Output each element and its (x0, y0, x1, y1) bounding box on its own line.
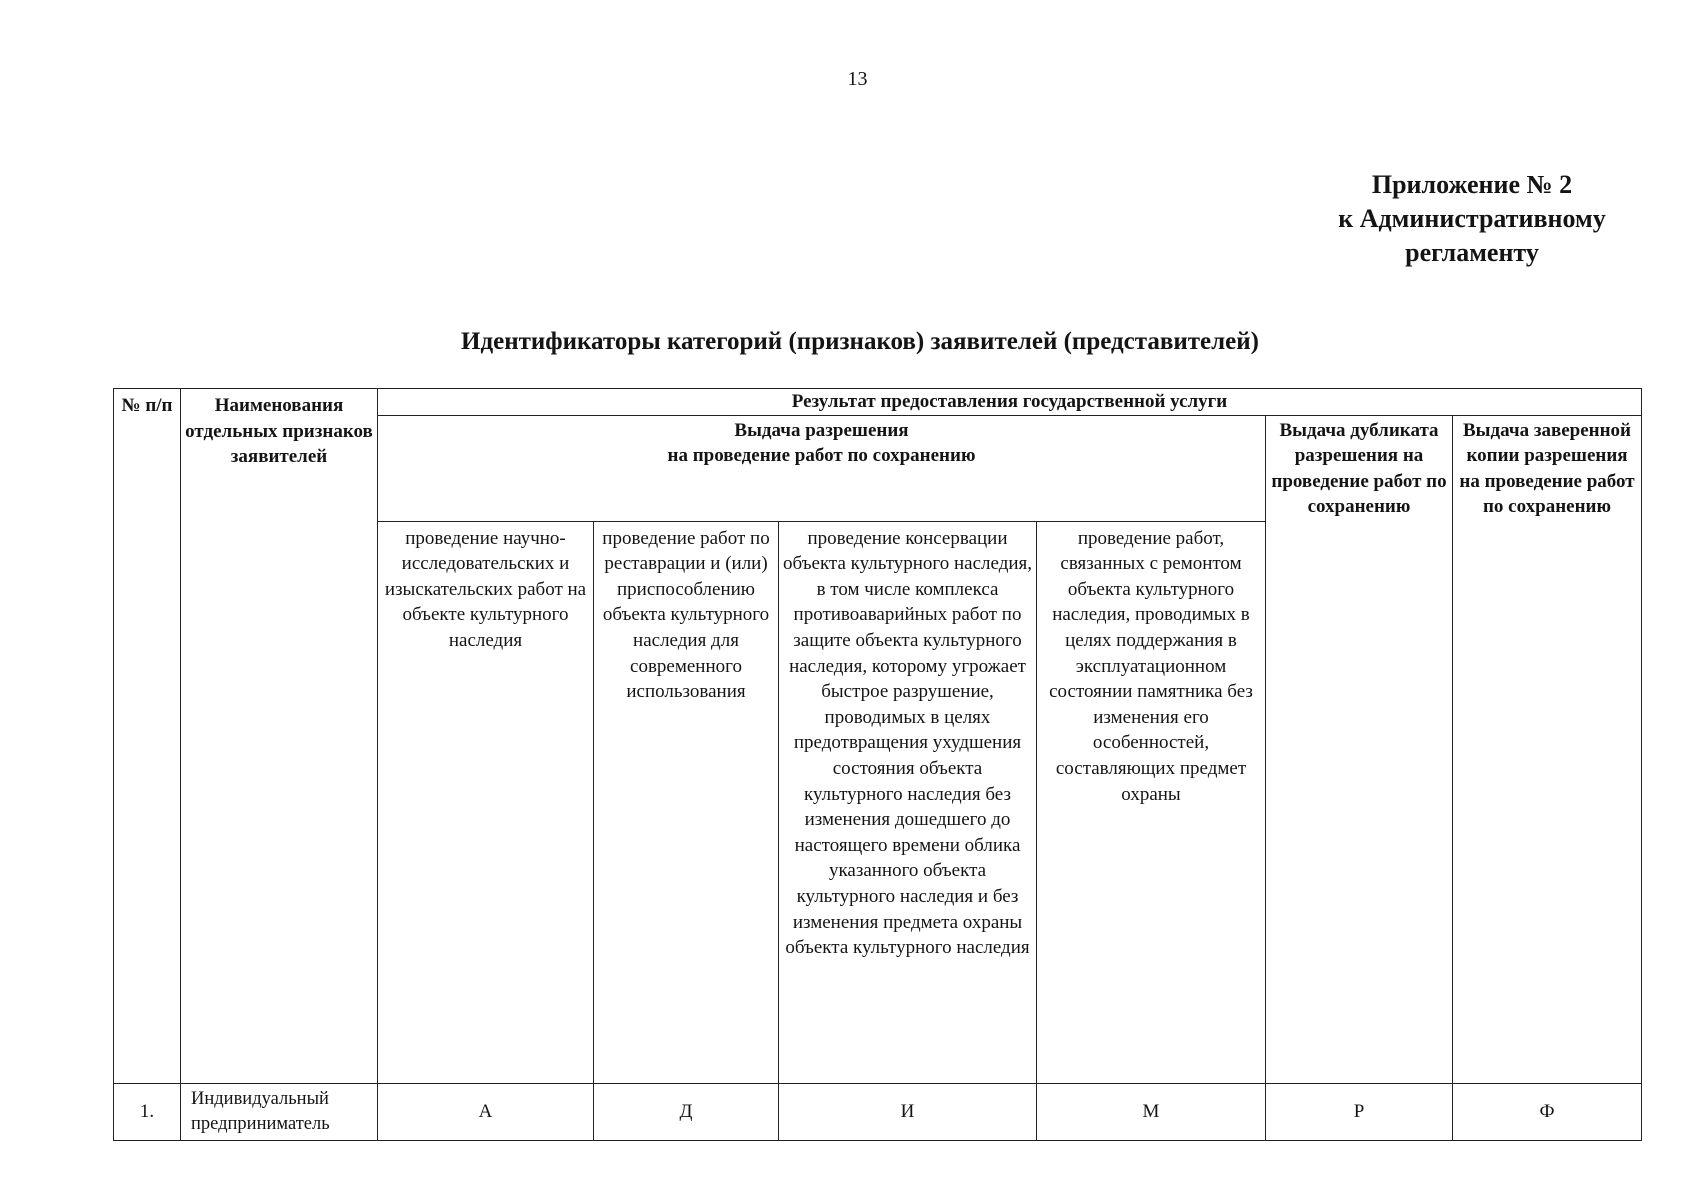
row-code-conservation: И (779, 1083, 1037, 1140)
row-code-restoration: Д (594, 1083, 779, 1140)
permit-group-line-2: на проведение работ по сохранению (667, 445, 976, 467)
appendix-heading (1307, 168, 1637, 270)
header-number: № п/п (114, 389, 181, 1084)
header-duplicate-permit: Выдача дубликата разрешения на проведение работ по сохранению (1266, 415, 1453, 1083)
table-row (114, 1083, 1642, 1140)
row-applicant-name: Индивидуальный предприниматель (181, 1083, 378, 1140)
row-code-duplicate: Р (1266, 1083, 1453, 1140)
header-applicant-attributes: Наименования отдельных признаков заявителей (181, 389, 378, 1084)
header-certified-copy: Выдача заверенной копии разрешения на проведение работ по сохранению (1453, 415, 1642, 1083)
appendix-line-2: к Административному (1338, 204, 1606, 233)
row-code-research: А (378, 1083, 594, 1140)
header-permit-group (378, 415, 1266, 521)
applicant-categories-table (113, 388, 1642, 1141)
appendix-line-3: регламенту (1405, 238, 1539, 267)
permit-group-line-1: Выдача разрешения (734, 419, 909, 441)
header-service-result: Результат предоставления государственной услуги (378, 389, 1642, 416)
subheader-research-works: проведение научно-исследовательских и изыскательских работ на объекте культурного наследия (378, 521, 594, 1083)
subheader-conservation-works: проведение консервации объекта культурного наследия, в том числе комплекса противоаварийных работ по защите объекта культурного наследия, которому угрожает быстрое разрушение, проводимых в целях предотвращения ухудшения состояния объекта культурного наследия без изменения дошедшего до настоящего времени облика указанного объекта культурного наследия и без изменения предмета охраны объекта культурного наследия (779, 521, 1037, 1083)
row-code-certified-copy: Ф (1453, 1083, 1642, 1140)
subheader-restoration-works: проведение работ по реставрации и (или) приспособлению объекта культурного наследия для современного использования (594, 521, 779, 1083)
appendix-line-1: Приложение № 2 (1371, 170, 1573, 199)
row-number: 1. (114, 1083, 181, 1140)
page-number: 13 (847, 68, 868, 90)
subheader-repair-works: проведение работ, связанных с ремонтом объекта культурного наследия, проводимых в целях поддержания в эксплуатационном состоянии памятника без изменения его особенностей, составляющих предмет охраны (1037, 521, 1266, 1083)
document-title: Идентификаторы категорий (признаков) заявителей (представителей) (461, 328, 1259, 355)
row-code-repair: М (1037, 1083, 1266, 1140)
